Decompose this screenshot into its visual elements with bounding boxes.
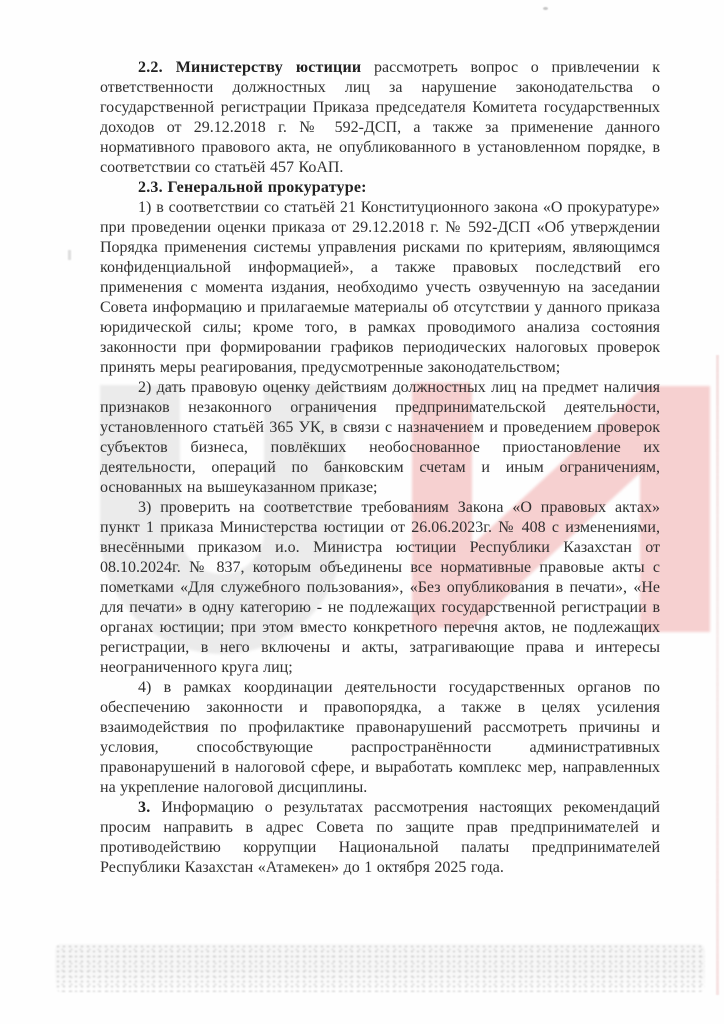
scan-edge-artifact (716, 355, 719, 995)
list-item-4-text: 4) в рамках координации деятельности государственных органов по обеспечению законности и правопорядка, а также в целях усиления взаимодействия по профилактике правонарушений рассмотреть причины и условия, способствующие распространённости административных правонарушений в налоговой сфере, и выработать комплекс мер, направленных на укрепление налоговой дисциплины. (100, 679, 660, 796)
scan-speck (68, 250, 71, 260)
paragraph-3-lead: 3. (138, 799, 151, 816)
faded-text-smudge (55, 944, 705, 992)
paragraph-3-text: Информацию о результатах рассмотрения настоящих рекомендаций просим направить в адрес Совета по защите прав предпринимателей и противодействию коррупции Национальной палаты предпринимателей Республики Казахстан «Атамекен» до 1 октября 2025 года. (100, 799, 660, 876)
paragraph-3 (100, 798, 660, 878)
list-item-2 (100, 378, 660, 498)
list-item-2-text: 2) дать правовую оценку действиям должностных лиц на предмет наличия признаков незаконного ограничения предпринимательской деятельности, установленного статьёй 365 УК, в связи с назначением и проведением проверок субъектов бизнеса, повлёкших необоснованное приостановление их деятельности, операций по банковским счетам и иным ограничениям, основанных на вышеуказанном приказе; (100, 379, 660, 496)
scan-speck (543, 7, 548, 10)
paragraph-2-2-lead: 2.2. Министерству юстиции (138, 59, 362, 76)
list-item-4 (100, 678, 660, 798)
list-item-3 (100, 498, 660, 678)
paragraph-2-2 (100, 58, 660, 178)
list-item-1-text: 1) в соответствии со статьёй 21 Конституционного закона «О прокуратуре» при проведении оценки приказа от 29.12.2018 г. № 592-ДСП «Об утверждении Порядка применения системы управления рисками по критериям, являющимся конфиденциальной информацией», а также правовых последствий его применения с момента издания, необходимо учесть озвученную на заседании Совета информацию и прилагаемые материалы об отсутствии у данного приказа юридической силы; кроме того, в рамках проводимого анализа состояния законности при формировании графиков периодических налоговых проверок принять меры реагирования, предусмотренные законодательством; (100, 199, 660, 376)
paragraph-2-2-text: рассмотреть вопрос о привлечении к ответственности должностных лиц за нарушение законодательства о государственной регистрации Приказа председателя Комитета государственных доходов от 29.12.2018 г. № 592-ДСП, а также за применение данного нормативного правового акта, не опубликованного в установленном порядке, в соответствии со статьёй 457 КоАП. (100, 59, 660, 176)
list-item-3-text: 3) проверить на соответствие требованиям Закона «О правовых актах» пункт 1 приказа Министерства юстиции от 26.06.2023г. № 408 с изменениями, внесёнными приказом и.о. Министра юстиции Республики Казахстан от 08.10.2024г. № 837, которым объединены все нормативные правовые акты с пометками «Для служебного пользования», «Без опубликования в печати», «Не для печати» в одну категорию - не подлежащих государственной регистрации в органах юстиции; при этом вместо конкретного перечня актов, не подлежащих регистрации, в него включены и акты, затрагивающие права и интересы неограниченного круга лиц; (100, 499, 660, 676)
document-body (100, 58, 660, 878)
heading-2-3 (100, 178, 660, 198)
list-item-1 (100, 198, 660, 378)
heading-2-3-lead: 2.3. Генеральной прокуратуре: (138, 179, 367, 196)
